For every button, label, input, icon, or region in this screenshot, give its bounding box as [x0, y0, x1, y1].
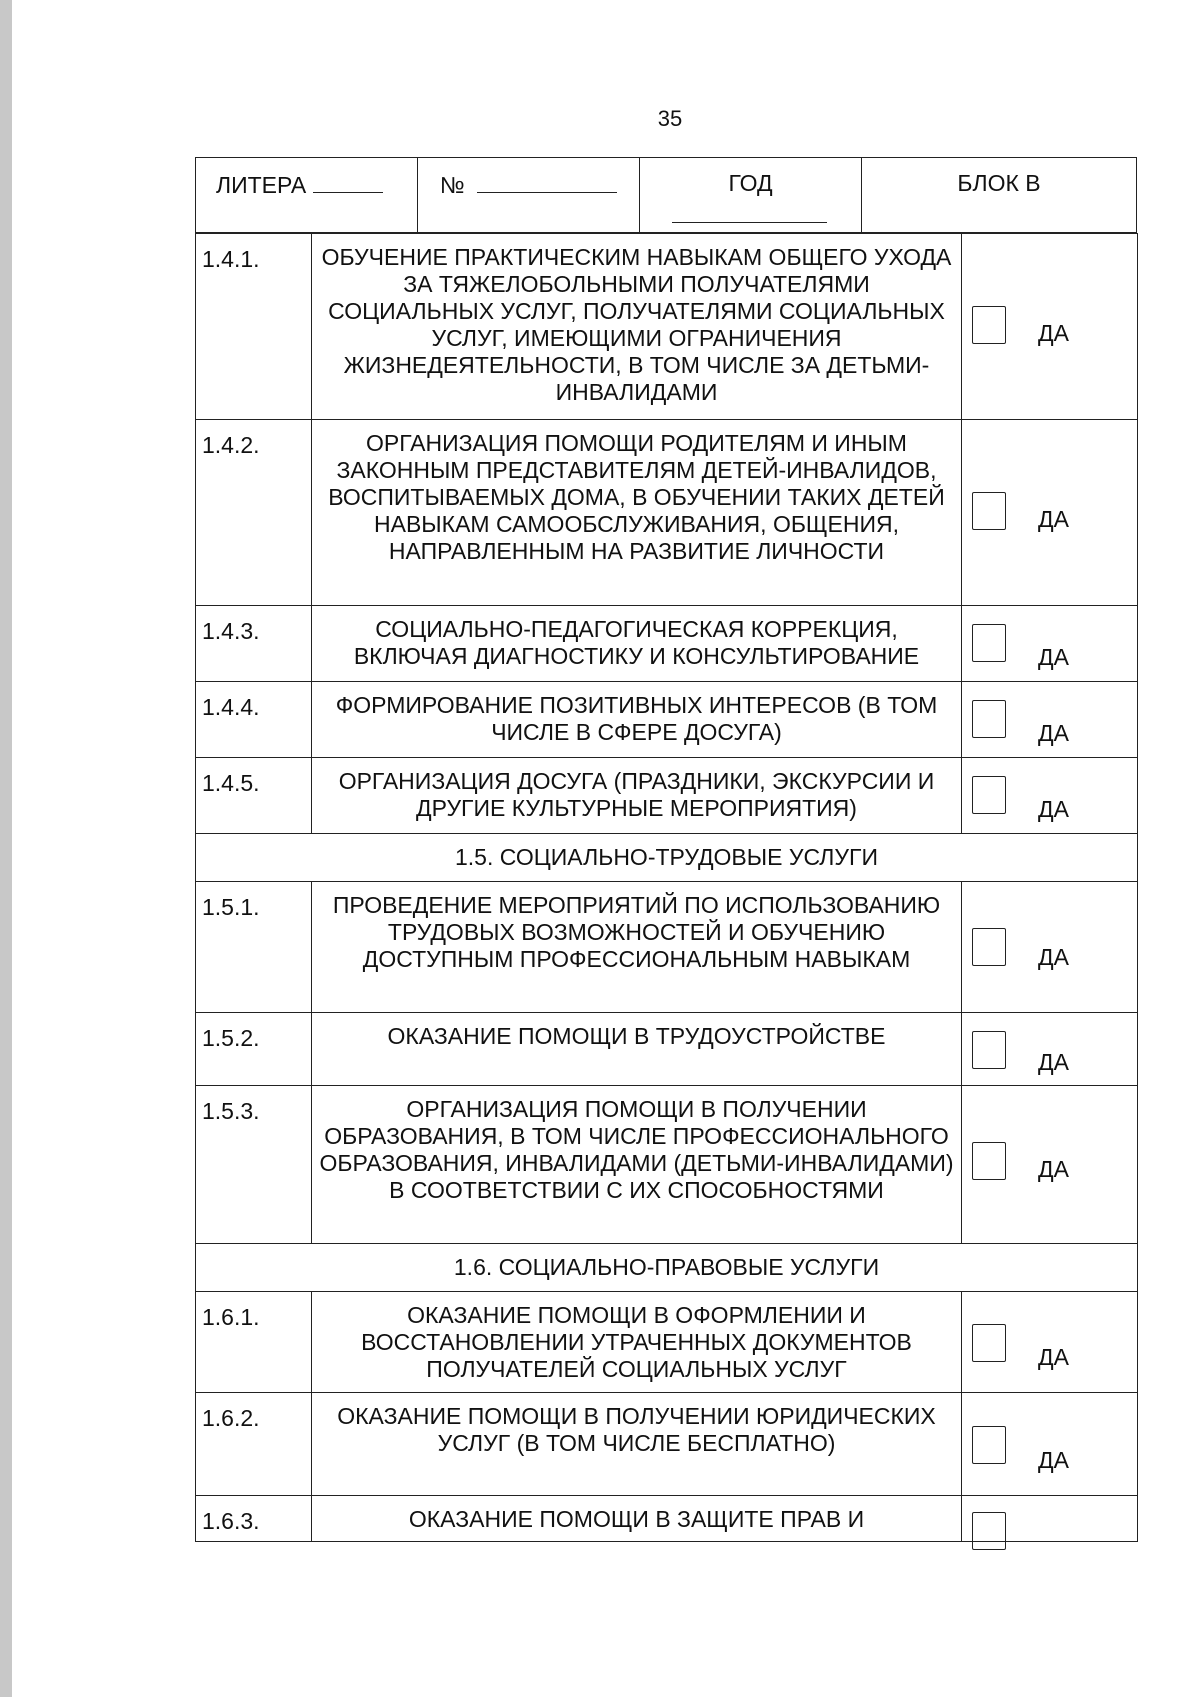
answer-label: ДА — [1038, 506, 1069, 532]
table-row — [196, 1292, 1138, 1393]
answer-cell — [962, 882, 1138, 1013]
page-number: 35 — [657, 106, 683, 131]
checkbox[interactable] — [972, 306, 1006, 344]
item-text: ОКАЗАНИЕ ПОМОЩИ В ЗАЩИТЕ ПРАВ И — [312, 1496, 962, 1542]
answer-cell — [962, 758, 1138, 834]
year-cell — [640, 158, 862, 232]
checkbox[interactable] — [972, 1142, 1006, 1180]
answer-label: ДА — [1038, 1447, 1069, 1473]
table-row — [196, 682, 1138, 758]
answer-cell — [962, 234, 1138, 420]
item-code: 1.4.1. — [196, 234, 312, 420]
checkbox[interactable] — [972, 928, 1006, 966]
section-row — [196, 834, 1138, 882]
answer-label: ДА — [1038, 944, 1069, 970]
table-row — [196, 1013, 1138, 1086]
item-code: 1.5.2. — [196, 1013, 312, 1086]
item-text: ОРГАНИЗАЦИЯ ПОМОЩИ В ПОЛУЧЕНИИ ОБРАЗОВАНИЯ, В ТОМ ЧИСЛЕ ПРОФЕССИОНАЛЬНОГО ОБРАЗОВАНИЯ, ИНВАЛИДАМИ (ДЕТЬМИ-ИНВАЛИДАМИ) В СООТВЕТСТВИИ С ИХ СПОСОБНОСТЯМИ — [312, 1086, 962, 1244]
answer-label: ДА — [1038, 644, 1069, 670]
item-text: ФОРМИРОВАНИЕ ПОЗИТИВНЫХ ИНТЕРЕСОВ (В ТОМ ЧИСЛЕ В СФЕРЕ ДОСУГА) — [312, 682, 962, 758]
answer-label: ДА — [1038, 1156, 1069, 1182]
litera-label: ЛИТЕРА — [216, 172, 307, 198]
item-code: 1.6.3. — [196, 1496, 312, 1542]
block-cell — [862, 158, 1136, 232]
year-label: ГОД — [728, 170, 773, 196]
answer-cell — [962, 606, 1138, 682]
checkbox[interactable] — [972, 492, 1006, 530]
number-cell — [418, 158, 640, 232]
answer-label: ДА — [1038, 796, 1069, 822]
item-code: 1.4.3. — [196, 606, 312, 682]
litera-field[interactable] — [313, 170, 383, 193]
item-text: СОЦИАЛЬНО-ПЕДАГОГИЧЕСКАЯ КОРРЕКЦИЯ, ВКЛЮЧАЯ ДИАГНОСТИКУ И КОНСУЛЬТИРОВАНИЕ — [312, 606, 962, 682]
item-text: ОБУЧЕНИЕ ПРАКТИЧЕСКИМ НАВЫКАМ ОБЩЕГО УХОДА ЗА ТЯЖЕЛОБОЛЬНЫМИ ПОЛУЧАТЕЛЯМИ СОЦИАЛЬНЫХ УСЛУГ, ПОЛУЧАТЕЛЯМИ СОЦИАЛЬНЫХ УСЛУГ, ИМЕЮЩИМИ ОГРАНИЧЕНИЯ ЖИЗНЕДЕЯТЕЛЬНОСТИ, В ТОМ ЧИСЛЕ ЗА ДЕТЬМИ-ИНВАЛИДАМИ — [312, 234, 962, 420]
section-row — [196, 1244, 1138, 1292]
table-row — [196, 1086, 1138, 1244]
table-row — [196, 1393, 1138, 1496]
item-code: 1.5.1. — [196, 882, 312, 1013]
section-title: 1.5. СОЦИАЛЬНО-ТРУДОВЫЕ УСЛУГИ — [196, 834, 1138, 882]
table-row — [196, 882, 1138, 1013]
item-text: ОРГАНИЗАЦИЯ ДОСУГА (ПРАЗДНИКИ, ЭКСКУРСИИ И ДРУГИЕ КУЛЬТУРНЫЕ МЕРОПРИЯТИЯ) — [312, 758, 962, 834]
checkbox[interactable] — [972, 1426, 1006, 1464]
item-code: 1.4.4. — [196, 682, 312, 758]
form-sheet — [195, 157, 1137, 1542]
answer-cell — [962, 1292, 1138, 1393]
item-text: ОКАЗАНИЕ ПОМОЩИ В ПОЛУЧЕНИИ ЮРИДИЧЕСКИХ УСЛУГ (В ТОМ ЧИСЛЕ БЕСПЛАТНО) — [312, 1393, 962, 1496]
services-table — [195, 233, 1138, 1542]
answer-cell — [962, 420, 1138, 606]
checkbox[interactable] — [972, 1031, 1006, 1069]
answer-label: ДА — [1038, 1049, 1069, 1075]
checkbox[interactable] — [972, 776, 1006, 814]
item-code: 1.6.1. — [196, 1292, 312, 1393]
answer-cell — [962, 1496, 1138, 1542]
table-row — [196, 1496, 1138, 1542]
item-code: 1.6.2. — [196, 1393, 312, 1496]
item-text: ОКАЗАНИЕ ПОМОЩИ В ТРУДОУСТРОЙСТВЕ — [312, 1013, 962, 1086]
table-row — [196, 606, 1138, 682]
item-text: ПРОВЕДЕНИЕ МЕРОПРИЯТИЙ ПО ИСПОЛЬЗОВАНИЮ ТРУДОВЫХ ВОЗМОЖНОСТЕЙ И ОБУЧЕНИЮ ДОСТУПНЫМ ПРОФЕССИОНАЛЬНЫМ НАВЫКАМ — [312, 882, 962, 1013]
checkbox[interactable] — [972, 700, 1006, 738]
checkbox[interactable] — [972, 1324, 1006, 1362]
item-code: 1.4.2. — [196, 420, 312, 606]
answer-cell — [962, 682, 1138, 758]
item-code: 1.4.5. — [196, 758, 312, 834]
item-text: ОКАЗАНИЕ ПОМОЩИ В ОФОРМЛЕНИИ И ВОССТАНОВЛЕНИИ УТРАЧЕННЫХ ДОКУМЕНТОВ ПОЛУЧАТЕЛЕЙ СОЦИАЛЬНЫХ УСЛУГ — [312, 1292, 962, 1393]
answer-cell — [962, 1013, 1138, 1086]
checkbox[interactable] — [972, 1512, 1006, 1550]
number-field[interactable] — [477, 170, 617, 193]
table-row — [196, 420, 1138, 606]
block-label: БЛОК В — [957, 170, 1041, 196]
section-title: 1.6. СОЦИАЛЬНО-ПРАВОВЫЕ УСЛУГИ — [196, 1244, 1138, 1292]
scan-edge — [0, 0, 12, 1697]
answer-cell — [962, 1086, 1138, 1244]
answer-label: ДА — [1038, 1344, 1069, 1370]
answer-label: ДА — [1038, 320, 1069, 346]
item-text: ОРГАНИЗАЦИЯ ПОМОЩИ РОДИТЕЛЯМ И ИНЫМ ЗАКОННЫМ ПРЕДСТАВИТЕЛЯМ ДЕТЕЙ-ИНВАЛИДОВ, ВОСПИТЫВАЕМЫХ ДОМА, В ОБУЧЕНИИ ТАКИХ ДЕТЕЙ НАВЫКАМ САМООБСЛУЖИВАНИЯ, ОБЩЕНИЯ, НАПРАВЛЕННЫМ НА РАЗВИТИЕ ЛИЧНОСТИ — [312, 420, 962, 606]
number-label: № — [440, 172, 465, 198]
form-header — [195, 157, 1137, 233]
litera-cell — [196, 158, 418, 232]
answer-cell — [962, 1393, 1138, 1496]
table-row — [196, 758, 1138, 834]
item-code: 1.5.3. — [196, 1086, 312, 1244]
answer-label: ДА — [1038, 720, 1069, 746]
checkbox[interactable] — [972, 624, 1006, 662]
table-row — [196, 234, 1138, 420]
year-field[interactable] — [672, 222, 827, 223]
